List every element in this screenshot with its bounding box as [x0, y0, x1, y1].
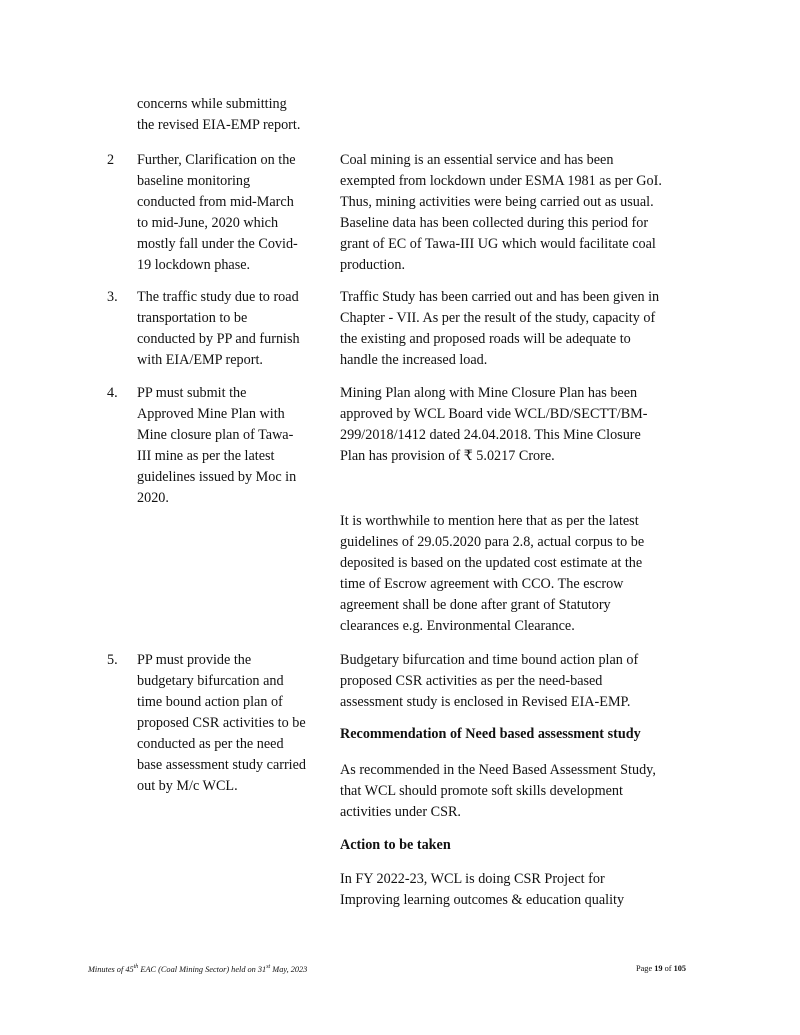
- text-line: mostly fall under the Covid-: [137, 236, 298, 252]
- text-line: Mine closure plan of Tawa-: [137, 427, 294, 443]
- footer-minutes: [88, 964, 307, 974]
- text-line: with EIA/EMP report.: [137, 352, 263, 368]
- text-line: proposed CSR activities to be: [137, 715, 306, 731]
- text-line: PP must provide the: [137, 652, 252, 668]
- page-label: Page: [636, 964, 653, 973]
- text-line: exempted from lockdown under ESMA 1981 as per GoI.: [340, 173, 662, 189]
- row-2-reply: [340, 150, 705, 276]
- row-3-reply: [340, 287, 705, 371]
- text-line: guidelines of 29.05.2020 para 2.8, actual corpus to be: [340, 534, 645, 550]
- text-line: that WCL should promote soft skills development: [340, 783, 623, 799]
- text-line: In FY 2022-23, WCL is doing CSR Project for: [340, 871, 605, 887]
- page-total: 105: [673, 964, 687, 973]
- row-3-number: 3.: [107, 289, 118, 305]
- row-1-query: [137, 94, 327, 136]
- text-line: proposed CSR activities as per the need-based: [340, 673, 603, 689]
- row-5-number: 5.: [107, 652, 118, 668]
- text-line: Coal mining is an essential service and has been: [340, 152, 614, 168]
- text-line: approved by WCL Board vide WCL/BD/SECTT/BM-: [340, 406, 648, 422]
- row-4-reply-extra: [340, 511, 705, 637]
- text-line: the revised EIA-EMP report.: [137, 117, 301, 133]
- text-line: Approved Mine Plan with: [137, 406, 285, 422]
- action-paragraph: [340, 869, 705, 911]
- text-line: base assessment study carried: [137, 757, 307, 773]
- page-number: [636, 964, 686, 973]
- text-line: guidelines issued by Moc in: [137, 469, 297, 485]
- text-line: PP must submit the: [137, 385, 247, 401]
- footer-text: May, 2023: [270, 964, 308, 974]
- page-current: 19: [654, 964, 663, 973]
- text-line: the existing and proposed roads will be adequate to: [340, 331, 631, 347]
- text-line: budgetary bifurcation and: [137, 673, 284, 689]
- text-line: time bound action plan of: [137, 694, 283, 710]
- text-line: Mining Plan along with Mine Closure Plan has been: [340, 385, 638, 401]
- recommendation-paragraph: [340, 760, 705, 823]
- text-line: handle the increased load.: [340, 352, 488, 368]
- text-line: It is worthwhile to mention here that as per the latest: [340, 513, 639, 529]
- row-2-query: [137, 150, 327, 276]
- text-line: 299/2018/1412 dated 24.04.2018. This Mine Closure: [340, 427, 641, 443]
- row-4-query: [137, 383, 327, 509]
- text-line: Improving learning outcomes & education quality: [340, 892, 625, 908]
- row-5-query: [137, 650, 327, 797]
- text-line: conducted by PP and furnish: [137, 331, 300, 347]
- text-line: deposited is based on the updated cost estimate at the: [340, 555, 643, 571]
- text-line: 19 lockdown phase.: [137, 257, 251, 273]
- page-of: of: [664, 964, 672, 973]
- row-4-number: 4.: [107, 385, 118, 401]
- action-heading: Action to be taken: [340, 837, 451, 853]
- row-4-reply: [340, 383, 705, 467]
- text-line: baseline monitoring: [137, 173, 251, 189]
- text-line: Budgetary bifurcation and time bound action plan of: [340, 652, 639, 668]
- text-line: Thus, mining activities were being carried out as usual.: [340, 194, 654, 210]
- footer-text: EAC (Coal Mining Sector) held on 31: [138, 964, 267, 974]
- text-line: Chapter - VII. As per the result of the study, capacity of: [340, 310, 656, 326]
- text-line: to mid-June, 2020 which: [137, 215, 279, 231]
- text-line: time of Escrow agreement with CCO. The escrow: [340, 576, 624, 592]
- text-line: Plan has provision of ₹ 5.0217 Crore.: [340, 448, 555, 464]
- text-line: conducted from mid-March: [137, 194, 294, 210]
- text-line: Baseline data has been collected during this period for: [340, 215, 649, 231]
- text-line: out by M/c WCL.: [137, 778, 238, 794]
- text-line: III mine as per the latest: [137, 448, 275, 464]
- row-2-number: 2: [107, 152, 115, 168]
- text-line: 2020.: [137, 490, 169, 506]
- text-line: transportation to be: [137, 310, 248, 326]
- text-line: conducted as per the need: [137, 736, 284, 752]
- text-line: clearances e.g. Environmental Clearance.: [340, 618, 575, 634]
- text-line: concerns while submitting: [137, 96, 287, 112]
- text-line: Further, Clarification on the: [137, 152, 296, 168]
- text-line: production.: [340, 257, 406, 273]
- text-line: The traffic study due to road: [137, 289, 299, 305]
- footer-text: Minutes of 45: [88, 964, 134, 974]
- footer-superscript: st: [266, 964, 271, 970]
- row-3-query: [137, 287, 327, 371]
- text-line: assessment study is enclosed in Revised EIA-EMP.: [340, 694, 631, 710]
- text-line: grant of EC of Tawa-III UG which would facilitate coal: [340, 236, 656, 252]
- recommendation-heading: Recommendation of Need based assessment study: [340, 726, 641, 742]
- text-line: agreement shall be done after grant of Statutory: [340, 597, 611, 613]
- text-line: Traffic Study has been carried out and has been given in: [340, 289, 660, 305]
- text-line: activities under CSR.: [340, 804, 461, 820]
- row-5-reply: [340, 650, 705, 713]
- footer-superscript: th: [133, 964, 139, 970]
- text-line: As recommended in the Need Based Assessment Study,: [340, 762, 656, 778]
